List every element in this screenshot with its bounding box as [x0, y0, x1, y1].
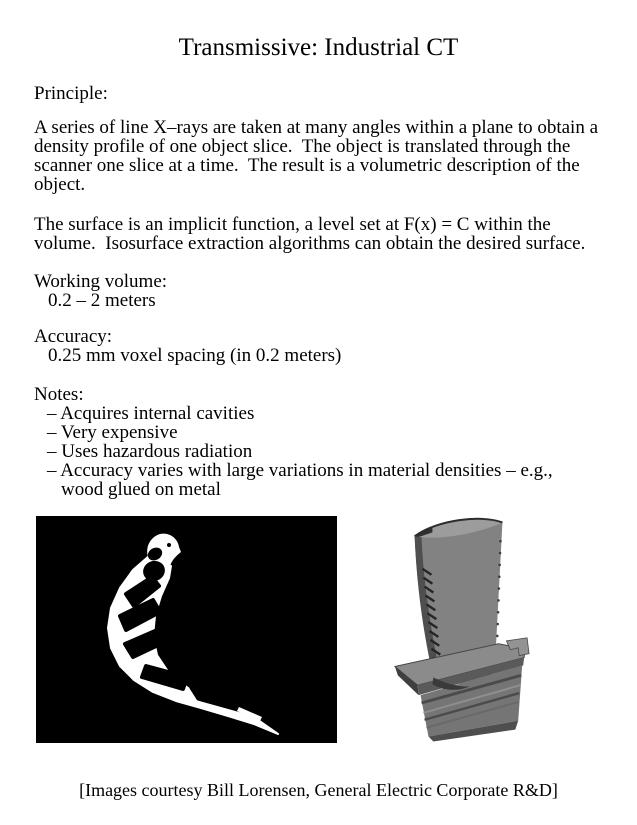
- slide-body: [34, 84, 609, 499]
- principle-label: Principle:: [34, 83, 108, 104]
- working-volume-label: Working volume:: [34, 271, 168, 292]
- note-item: – Uses hazardous radiation: [47, 441, 253, 462]
- notes-section: [34, 385, 609, 499]
- note-item: – Acquires internal cavities: [47, 403, 255, 424]
- ct-slice-background: [36, 516, 337, 743]
- accuracy-label: Accuracy:: [34, 326, 113, 347]
- blade-root: [395, 638, 529, 742]
- image-credit-caption: [Images courtesy Bill Lorensen, General Electric Corporate R&D]: [79, 780, 558, 800]
- note-item: – Accuracy varies with large variations in material densities – e.g.,: [47, 460, 553, 481]
- page-title: Transmissive: Industrial CT: [178, 34, 459, 61]
- notes-label: Notes:: [34, 384, 84, 405]
- principle-paragraph-1: A series of line X–rays are taken at many angles within a plane to obtain a density profile of one object slice. The object is translated through the scanner one slice at a time. The result is a volumetric description of the object.: [34, 117, 603, 195]
- principle-paragraph-2: The surface is an implicit function, a level set at F(x) = C within the volume. Isosurface extraction algorithms can obtain the desired surface.: [34, 214, 586, 254]
- note-item: – Very expensive: [47, 422, 178, 443]
- working-volume-value: 0.2 – 2 meters: [48, 290, 156, 311]
- turbine-blade-ct-slice-image: [36, 516, 337, 743]
- accuracy-section: [34, 327, 609, 365]
- working-volume-section: [34, 272, 609, 310]
- ct-slice-figure: [36, 516, 337, 743]
- turbine-blade-render-image: [388, 511, 534, 746]
- note-item-continuation: wood glued on metal: [61, 479, 221, 500]
- blade-render-figure: [388, 511, 534, 746]
- accuracy-value: 0.25 mm voxel spacing (in 0.2 meters): [48, 345, 342, 366]
